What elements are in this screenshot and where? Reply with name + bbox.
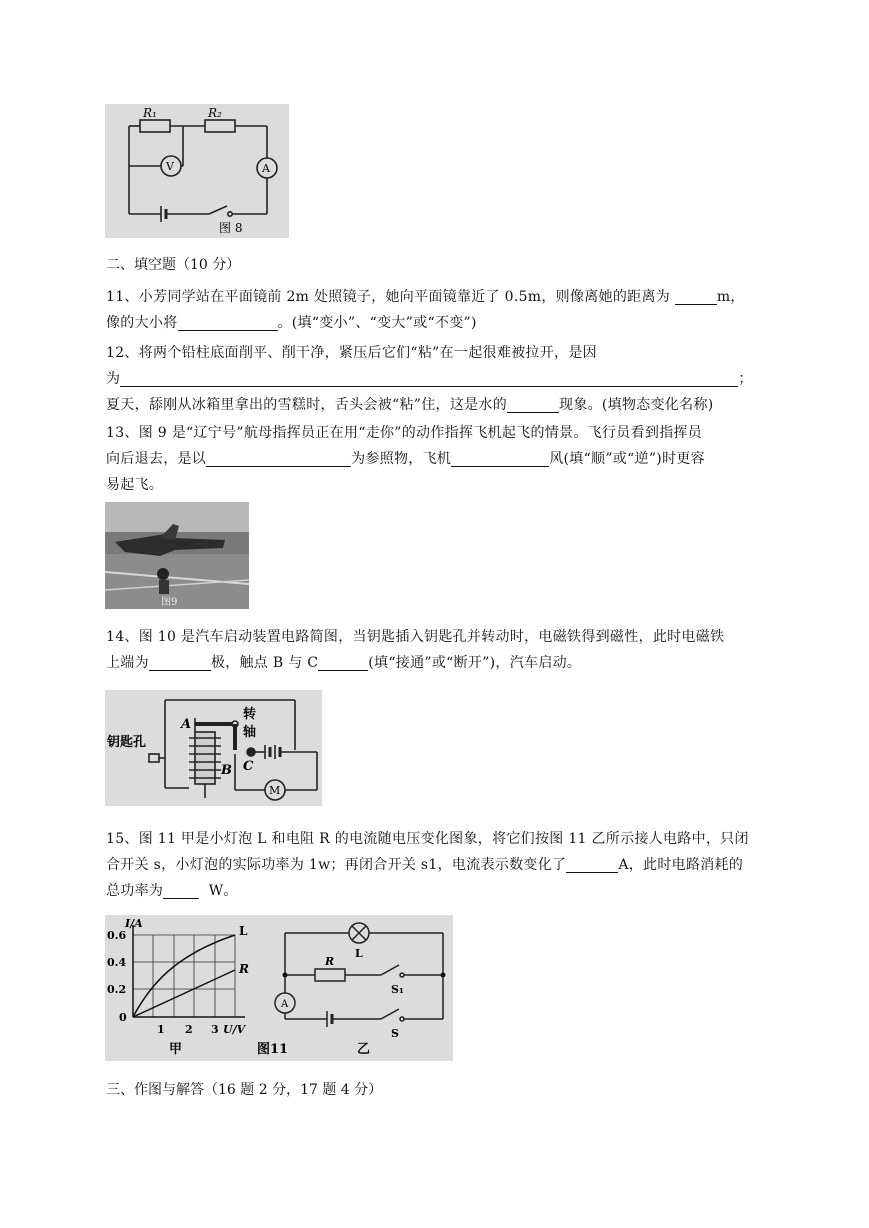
q14-text-1: 14、图 10 是汽车启动装置电路简图，当钥匙插入钥匙孔并转动时，电磁铁得到磁性，此时电磁铁 bbox=[106, 629, 725, 645]
question-12 bbox=[106, 340, 766, 418]
q13-answer-blank-1[interactable] bbox=[206, 448, 351, 467]
q13-answer-blank-2[interactable] bbox=[451, 448, 549, 467]
q15-text-5: W。 bbox=[208, 883, 238, 899]
q15-text-2: 合开关 s，小灯泡的实际功率为 1w；再闭合开关 s1，电流表示数变化了 bbox=[106, 857, 567, 873]
q11-answer-blank-2[interactable] bbox=[178, 312, 278, 331]
q11-text-3: 像的大小将 bbox=[106, 315, 178, 331]
q14-answer-blank-1[interactable] bbox=[149, 652, 211, 671]
graph-y-tick-0-6: 0.6 bbox=[107, 929, 127, 942]
graph-x-tick-2: 2 bbox=[185, 1023, 193, 1036]
figure-9-image bbox=[105, 502, 249, 609]
motor-label: M bbox=[269, 784, 281, 797]
figure-11-diagram bbox=[105, 915, 453, 1061]
q14-answer-blank-2[interactable] bbox=[318, 652, 368, 671]
figure-10-circuit bbox=[105, 690, 322, 806]
ammeter-label: A bbox=[262, 162, 270, 175]
q12-text-2: 为 bbox=[106, 371, 121, 387]
q15-text-1: 15、图 11 甲是小灯泡 L 和电阻 R 的电流随电压变化图象，将它们按图 11 乙所示接人电路中，只闭 bbox=[106, 831, 749, 847]
graph-origin: 0 bbox=[119, 1011, 127, 1024]
q15-text-4: 总功率为 bbox=[106, 883, 164, 899]
graph-y-tick-0-4: 0.4 bbox=[107, 956, 127, 969]
q14-text-4: (填“接通”或“断开”)，汽车启动。 bbox=[368, 655, 582, 671]
figure-8-caption: 图 8 bbox=[219, 221, 243, 235]
figure-11-caption: 图11 bbox=[257, 1042, 289, 1057]
q13-text-1: 13、图 9 是“辽宁号”航母指挥员正在用“走你”的动作指挥飞机起飞的情景。飞行员看到指挥员 bbox=[106, 425, 703, 441]
graph-y-tick-0-2: 0.2 bbox=[107, 983, 127, 996]
question-15 bbox=[106, 826, 766, 904]
q15-text-3: A，此时电路消耗的 bbox=[618, 857, 744, 873]
q13-text-5: 易起飞。 bbox=[106, 477, 164, 493]
figure-8-circuit bbox=[105, 104, 289, 238]
q13-text-3: 为参照物，飞机 bbox=[351, 451, 452, 467]
graph-y-label: I/A bbox=[125, 917, 143, 930]
figure-9-photo bbox=[105, 502, 249, 609]
circuit-yi-label: 乙 bbox=[357, 1042, 371, 1057]
shaft-label-2: 轴 bbox=[243, 725, 257, 740]
q12-text-5: 现象。(填物态变化名称) bbox=[559, 397, 714, 413]
q12-text-4: 夏天，舔刚从冰箱里拿出的雪糕时，舌头会被“粘”住，这是水的 bbox=[106, 397, 508, 413]
q15-answer-blank-2[interactable] bbox=[163, 880, 199, 899]
graph-jia-label: 甲 bbox=[169, 1042, 183, 1057]
q15-answer-blank-1[interactable] bbox=[566, 854, 618, 873]
r2-label: R₂ bbox=[208, 106, 222, 120]
q11-text-2: m， bbox=[716, 289, 745, 305]
curve-l-label: L bbox=[239, 924, 248, 938]
switch-s1-label: S₁ bbox=[391, 983, 404, 996]
q11-answer-blank-1[interactable] bbox=[675, 286, 717, 305]
figure-10 bbox=[105, 690, 322, 806]
q14-text-2: 上端为 bbox=[106, 655, 149, 671]
shaft-label-1: 转 bbox=[243, 707, 257, 722]
q12-answer-blank-1[interactable] bbox=[120, 368, 738, 387]
q14-text-3: 极，触点 B 与 C bbox=[210, 655, 319, 671]
graph-x-tick-1: 1 bbox=[157, 1023, 165, 1036]
keyhole-label: 钥匙孔 bbox=[107, 735, 147, 750]
point-b-label: B bbox=[221, 763, 232, 778]
q12-answer-blank-2[interactable] bbox=[507, 394, 559, 413]
curve-r-label: R bbox=[239, 962, 249, 976]
question-14 bbox=[106, 624, 766, 676]
lamp-label: L bbox=[355, 947, 363, 960]
q13-text-4: 风(填“顺”或“逆”)时更容 bbox=[549, 451, 705, 467]
graph-x-label: U/V bbox=[223, 1023, 246, 1036]
switch-s-label: S bbox=[391, 1027, 399, 1040]
figure-9-caption: 图9 bbox=[161, 597, 178, 608]
ammeter-label: A bbox=[281, 999, 289, 1010]
resistor-label: R bbox=[325, 955, 335, 968]
point-a-label: A bbox=[181, 717, 192, 732]
question-13 bbox=[106, 420, 766, 498]
section-2-heading: 二、填空题（10 分） bbox=[106, 257, 241, 273]
section-3-heading: 三、作图与解答（16 题 2 分，17 题 4 分） bbox=[106, 1082, 383, 1098]
figure-8 bbox=[105, 104, 289, 238]
q12-text-1: 12、将两个铅柱底面削平、削干净，紧压后它们“粘”在一起很难被拉开，是因 bbox=[106, 345, 597, 361]
voltmeter-label: V bbox=[166, 160, 174, 173]
figure-11 bbox=[105, 915, 453, 1061]
q13-text-2: 向后退去，是以 bbox=[106, 451, 207, 467]
point-c-label: C bbox=[243, 759, 254, 774]
q11-text-4: 。(填“变小”、“变大”或“不变”) bbox=[277, 315, 477, 331]
q11-text-1: 11、小芳同学站在平面镜前 2m 处照镜子，她向平面镜靠近了 0.5m，则像离她的距离为 bbox=[106, 289, 671, 305]
r1-label: R₁ bbox=[143, 106, 157, 120]
q12-text-3: ； bbox=[738, 371, 753, 387]
graph-x-tick-3: 3 bbox=[211, 1023, 219, 1036]
question-11 bbox=[106, 284, 766, 336]
